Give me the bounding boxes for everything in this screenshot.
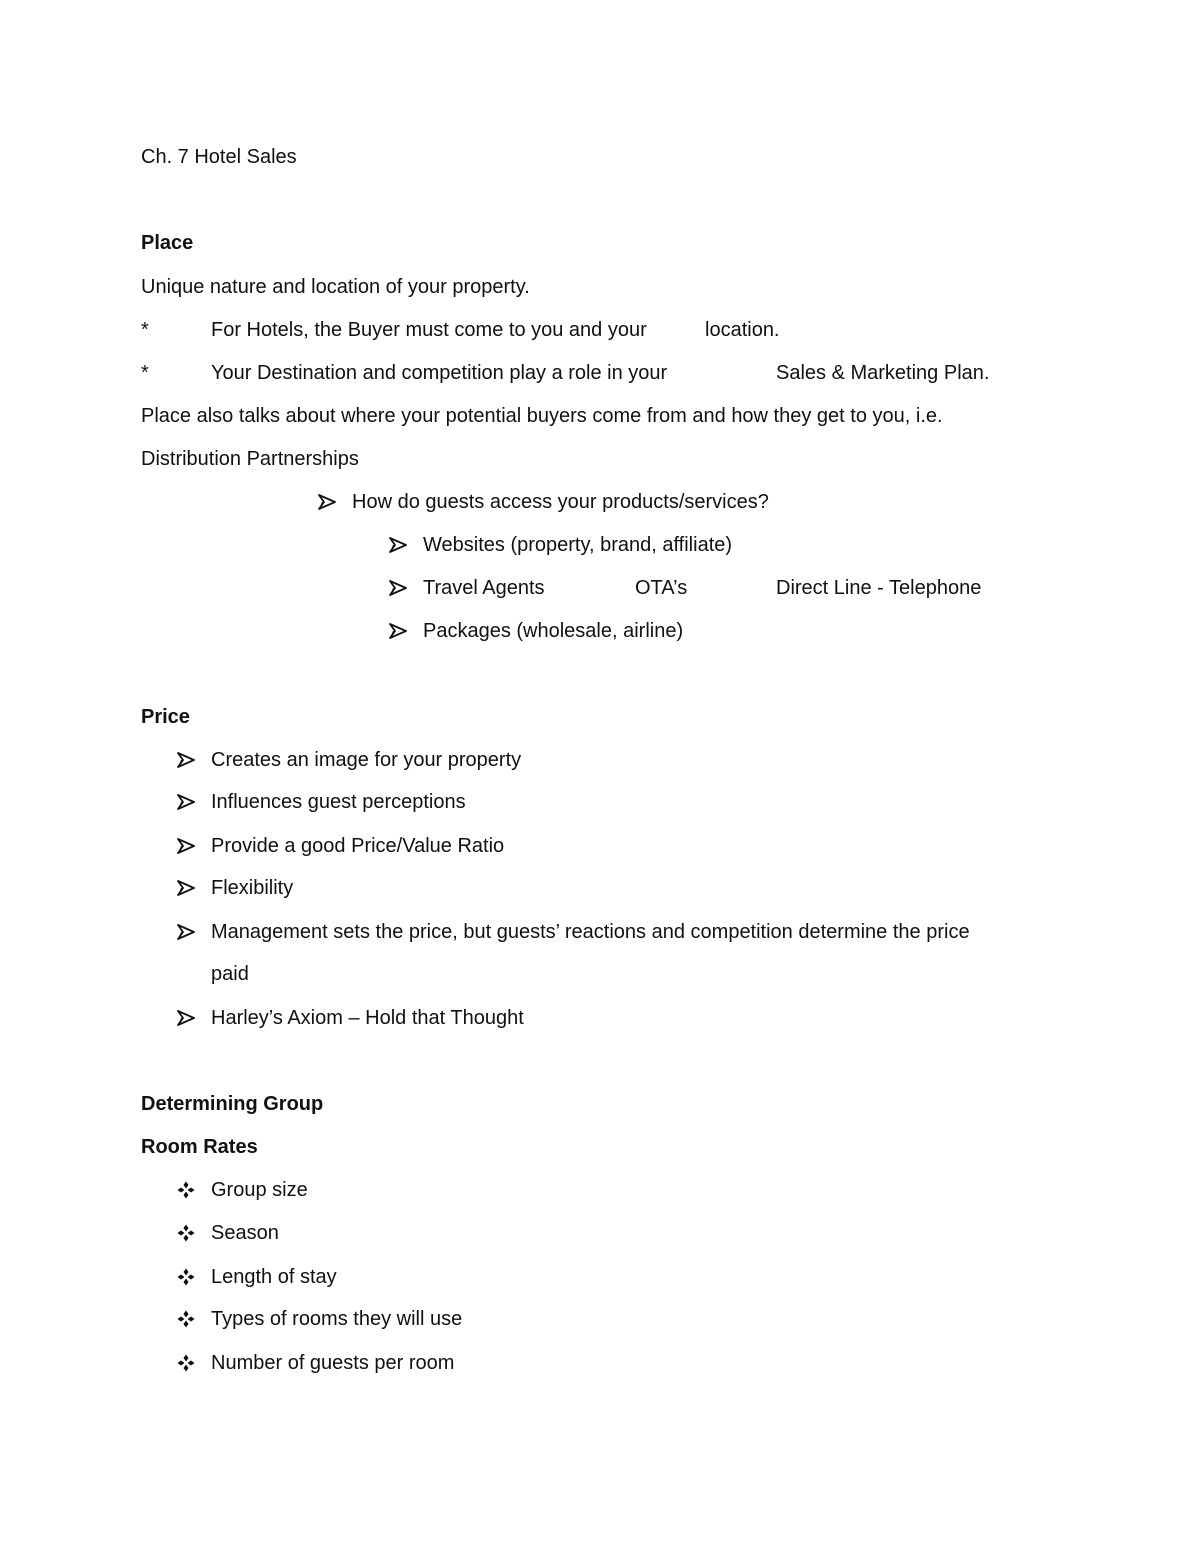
place-bullet-2-text: Your Destination and competition play a role in your: [211, 362, 668, 384]
place-bullet-1-marker: *: [141, 319, 149, 341]
group-bullet: [177, 1307, 195, 1331]
place-heading: Place: [141, 232, 194, 254]
price-item: Management sets the price, but guests’ reactions and competition determine the price: [211, 921, 970, 943]
group-rates-heading-2: Room Rates: [141, 1136, 258, 1158]
arrow-bullet-icon: [177, 837, 195, 855]
price-bullet: [177, 790, 195, 814]
arrow-bullet-icon: [177, 793, 195, 811]
arrow-bullet-icon: [177, 1009, 195, 1027]
group-item: Group size: [211, 1179, 308, 1201]
price-bullet: [177, 876, 195, 900]
place-bullet-2-text-cont: Sales & Marketing Plan.: [776, 362, 990, 384]
distribution-question-text: How do guests access your products/services?: [352, 491, 769, 513]
channel-packages-bullet: [389, 619, 407, 643]
price-item: Harley’s Axiom – Hold that Thought: [211, 1007, 524, 1029]
place-paragraph-1: Place also talks about where your potential buyers come from and how they get to you, i.e.: [141, 405, 943, 427]
arrow-bullet-icon: [389, 579, 407, 597]
arrow-bullet-icon: [389, 536, 407, 554]
group-bullet: [177, 1221, 195, 1245]
group-bullet: [177, 1178, 195, 1202]
price-item: Provide a good Price/Value Ratio: [211, 835, 505, 857]
channel-packages: Packages (wholesale, airline): [423, 620, 684, 642]
arrow-bullet-icon: [318, 493, 336, 511]
place-paragraph-2: Distribution Partnerships: [141, 448, 359, 470]
price-item: Creates an image for your property: [211, 749, 522, 771]
place-bullet-2-marker: *: [141, 362, 149, 384]
distribution-question: [318, 490, 336, 514]
price-bullet: [177, 1006, 195, 1030]
price-item: Influences guest perceptions: [211, 791, 466, 813]
group-bullet: [177, 1351, 195, 1375]
channel-travel-agents: Travel Agents: [423, 577, 545, 599]
diamond-bullet-icon: [177, 1354, 195, 1372]
diamond-bullet-icon: [177, 1181, 195, 1199]
group-item: Length of stay: [211, 1266, 337, 1288]
diamond-bullet-icon: [177, 1224, 195, 1242]
group-item: Season: [211, 1222, 279, 1244]
group-bullet: [177, 1265, 195, 1289]
channel-agents-bullet: [389, 576, 407, 600]
place-bullet-1-text-cont: location.: [705, 319, 780, 341]
place-bullet-1-text: For Hotels, the Buyer must come to you and your: [211, 319, 647, 341]
price-item-continuation: paid: [211, 963, 249, 985]
place-intro: Unique nature and location of your property.: [141, 276, 530, 298]
channel-otas: OTA’s: [635, 577, 688, 599]
arrow-bullet-icon: [177, 751, 195, 769]
channel-direct-line: Direct Line - Telephone: [776, 577, 982, 599]
arrow-bullet-icon: [177, 923, 195, 941]
doc-title: Ch. 7 Hotel Sales: [141, 146, 297, 168]
group-item: Types of rooms they will use: [211, 1308, 463, 1330]
diamond-bullet-icon: [177, 1310, 195, 1328]
price-heading: Price: [141, 706, 190, 728]
arrow-bullet-icon: [389, 622, 407, 640]
price-item: Flexibility: [211, 877, 294, 899]
arrow-bullet-icon: [177, 879, 195, 897]
group-item: Number of guests per room: [211, 1352, 455, 1374]
price-bullet: [177, 748, 195, 772]
price-bullet: [177, 920, 195, 944]
channel-websites: Websites (property, brand, affiliate): [423, 534, 733, 556]
group-rates-heading-1: Determining Group: [141, 1093, 324, 1115]
channel-websites-bullet: [389, 533, 407, 557]
diamond-bullet-icon: [177, 1268, 195, 1286]
price-bullet: [177, 834, 195, 858]
